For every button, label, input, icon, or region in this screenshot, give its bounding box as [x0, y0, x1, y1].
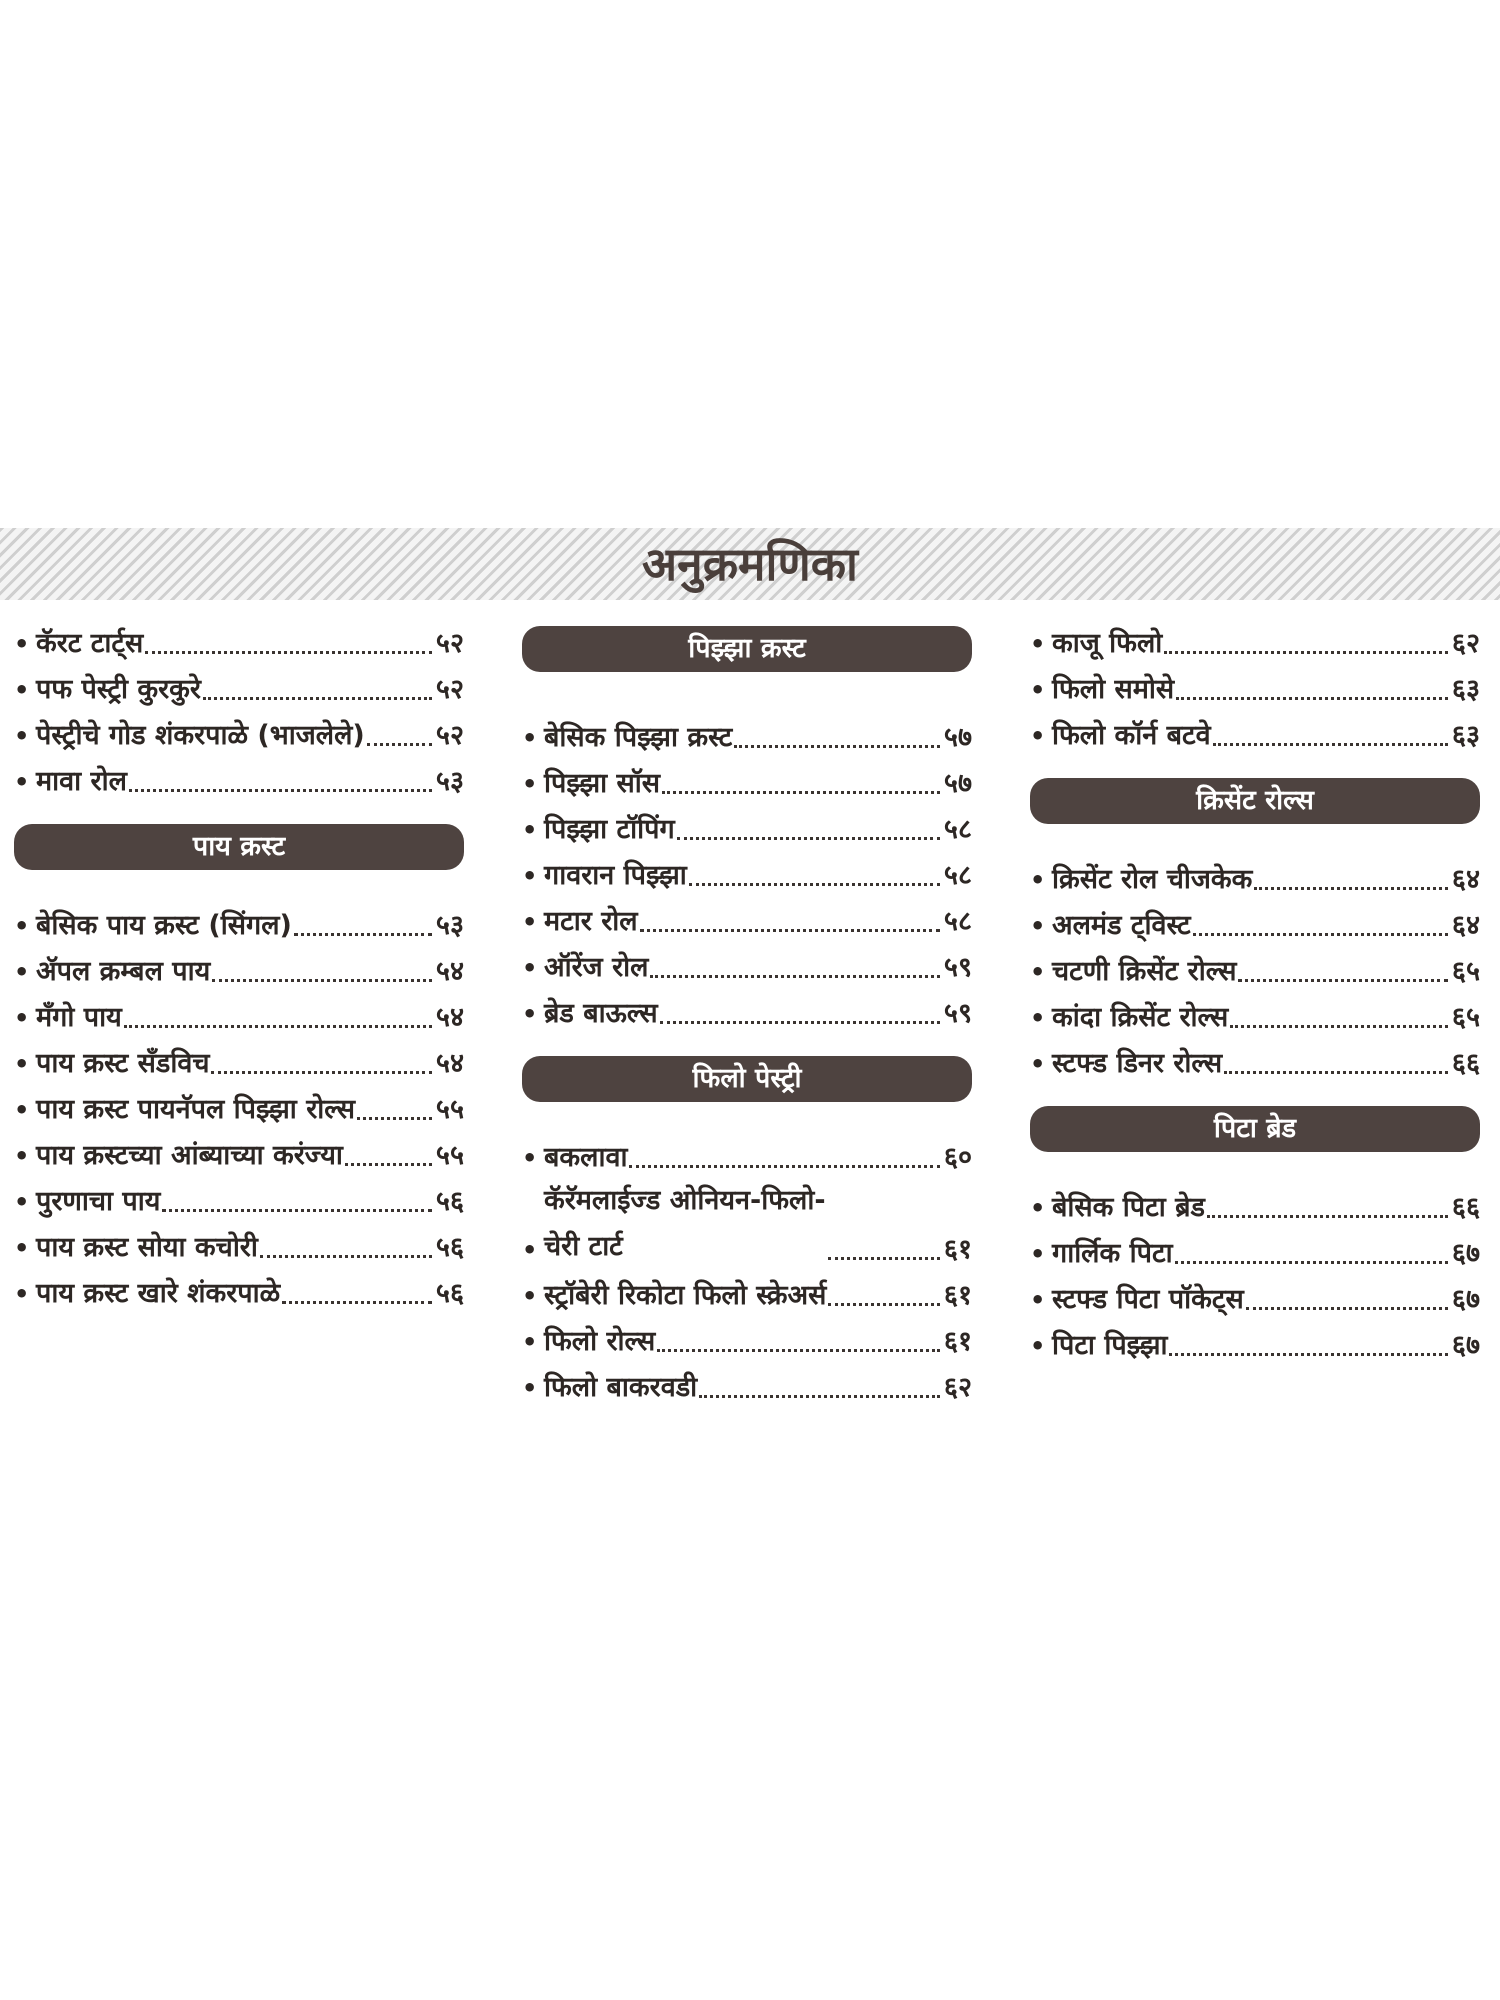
entry-title: फिलो समोसे: [1052, 674, 1175, 705]
index-entry: [1030, 710, 1480, 756]
section-heading: फिलो पेस्ट्री: [522, 1056, 972, 1102]
dot-leader: [1246, 1307, 1448, 1310]
index-entry: [522, 1316, 972, 1362]
bullet-icon: •: [14, 722, 30, 750]
dot-leader: [1193, 933, 1448, 936]
entry-title: काजू फिलो: [1052, 628, 1163, 659]
bullet-icon: •: [14, 1142, 30, 1170]
dot-leader: [1238, 979, 1448, 982]
entry-title: गावरान पिझ्झा: [544, 860, 687, 891]
page-number: ६५: [1451, 956, 1480, 987]
entry-title-line-1: कॅरॅमलाईज्ड ओनियन-फिलो-: [544, 1185, 826, 1216]
bullet-icon: •: [14, 1188, 30, 1216]
entry-title: कॅरट टार्ट्स: [36, 628, 144, 659]
page-number: ५७: [943, 722, 972, 753]
bullet-icon: •: [14, 1096, 30, 1124]
entry-title: मावा रोल: [36, 766, 127, 797]
dot-leader: [1230, 1025, 1448, 1028]
index-entry: [14, 1222, 464, 1268]
dot-leader: [1176, 697, 1448, 700]
dot-leader: [1169, 1353, 1448, 1356]
bullet-icon: •: [1030, 722, 1046, 750]
entry-title: फिलो बाकरवडी: [544, 1372, 698, 1403]
page-number: ५६: [435, 1278, 464, 1309]
entry-title: स्टफ्ड डिनर रोल्स: [1052, 1048, 1223, 1079]
bullet-icon: •: [14, 1050, 30, 1078]
dot-leader: [640, 929, 940, 932]
index-entry: [522, 896, 972, 942]
bullet-icon: •: [1030, 866, 1046, 894]
dot-leader: [1207, 1215, 1448, 1218]
page-number: ५२: [435, 720, 464, 751]
bullet-icon: •: [522, 1374, 538, 1402]
dot-leader: [212, 979, 432, 982]
page-number: ६६: [1451, 1048, 1480, 1079]
dot-leader: [677, 837, 940, 840]
index-entry: [522, 942, 972, 988]
index-entry: [522, 758, 972, 804]
index-entry: [14, 664, 464, 710]
index-entry: [14, 992, 464, 1038]
index-entry: [1030, 1228, 1480, 1274]
entry-title: अलमंड ट्विस्ट: [1052, 910, 1191, 941]
page-number: ६४: [1451, 864, 1480, 895]
dot-leader: [1213, 743, 1448, 746]
index-entry: [14, 1176, 464, 1222]
bullet-icon: •: [14, 676, 30, 704]
dot-leader: [699, 1395, 940, 1398]
index-entry: [1030, 618, 1480, 664]
dot-leader: [689, 883, 940, 886]
bullet-icon: •: [14, 1280, 30, 1308]
index-entry: [1030, 1274, 1480, 1320]
index-entry: [1030, 900, 1480, 946]
entry-title: गार्लिक पिटा: [1052, 1238, 1173, 1269]
entry-title: बेसिक पाय क्रस्ट (सिंगल): [36, 910, 292, 941]
page-number: ५३: [435, 910, 464, 941]
index-entry: [1030, 1182, 1480, 1228]
page-number: ५५: [435, 1140, 464, 1171]
entry-title: पेस्ट्रीचे गोड शंकरपाळे (भाजलेले): [36, 720, 365, 751]
index-entry: [522, 850, 972, 896]
entry-title: [544, 1178, 826, 1270]
index-entry: [522, 804, 972, 850]
bullet-icon: •: [1030, 1194, 1046, 1222]
dot-leader: [662, 791, 940, 794]
page-number: ६०: [943, 1142, 972, 1173]
entry-title: ब्रेड बाऊल्स: [544, 998, 658, 1029]
entry-title: कांदा क्रिसेंट रोल्स: [1052, 1002, 1229, 1033]
entry-title: ॲपल क्रम्बल पाय: [36, 956, 211, 987]
page-number: ६१: [943, 1280, 972, 1311]
page-number: ५२: [435, 674, 464, 705]
index-column-2: [522, 618, 972, 1408]
index-column-3: [1030, 618, 1480, 1366]
bullet-icon: •: [1030, 958, 1046, 986]
entry-title: चटणी क्रिसेंट रोल्स: [1052, 956, 1237, 987]
dot-leader: [828, 1257, 940, 1260]
entry-title: स्टफ्ड पिटा पॉकेट्स: [1052, 1284, 1244, 1315]
index-entry: [14, 946, 464, 992]
index-entry: [1030, 854, 1480, 900]
section-heading: पिटा ब्रेड: [1030, 1106, 1480, 1152]
index-column-1: [14, 618, 464, 1314]
page-number: ५४: [435, 1048, 464, 1079]
entry-title: पुरणाचा पाय: [36, 1186, 161, 1217]
bullet-icon: •: [14, 768, 30, 796]
page-number: ५३: [435, 766, 464, 797]
bullet-icon: •: [522, 954, 538, 982]
index-entry: [522, 1132, 972, 1178]
page-number: ५८: [943, 906, 972, 937]
dot-leader: [650, 975, 940, 978]
page-number: ५४: [435, 1002, 464, 1033]
bullet-icon: •: [522, 1000, 538, 1028]
page-number: ५९: [943, 998, 972, 1029]
dot-leader: [734, 745, 940, 748]
bullet-icon: •: [1030, 630, 1046, 658]
page-number: ६७: [1451, 1284, 1480, 1315]
bullet-icon: •: [1030, 1004, 1046, 1032]
index-entry: [1030, 1320, 1480, 1366]
bullet-icon: •: [1030, 1332, 1046, 1360]
dot-leader: [657, 1349, 940, 1352]
bullet-icon: •: [14, 958, 30, 986]
index-entry: [14, 756, 464, 802]
section-heading: क्रिसेंट रोल्स: [1030, 778, 1480, 824]
section-heading: पाय क्रस्ट: [14, 824, 464, 870]
page-number: ५८: [943, 860, 972, 891]
section-heading: पिझ्झा क्रस्ट: [522, 626, 972, 672]
dot-leader: [357, 1117, 432, 1120]
entry-title-line-2: चेरी टार्ट: [544, 1231, 623, 1262]
index-entry: [1030, 946, 1480, 992]
index-entry: [1030, 1038, 1480, 1084]
page-number: ५२: [435, 628, 464, 659]
entry-title: मटार रोल: [544, 906, 638, 937]
dot-leader: [1175, 1261, 1448, 1264]
dot-leader: [260, 1255, 432, 1258]
entry-title: पिझ्झा सॉस: [544, 768, 661, 799]
entry-title: मँगो पाय: [36, 1002, 122, 1033]
bullet-icon: •: [1030, 676, 1046, 704]
dot-leader: [145, 651, 432, 654]
bullet-icon: •: [1030, 912, 1046, 940]
bullet-icon: •: [14, 912, 30, 940]
page-number: ६१: [943, 1326, 972, 1357]
dot-leader: [629, 1165, 940, 1168]
dot-leader: [660, 1021, 940, 1024]
entry-title: पाय क्रस्ट सँडविच: [36, 1048, 210, 1079]
index-entry: [522, 1270, 972, 1316]
index-entry: [1030, 992, 1480, 1038]
dot-leader: [282, 1301, 432, 1304]
dot-leader: [162, 1209, 432, 1212]
dot-leader: [367, 743, 432, 746]
bullet-icon: •: [14, 1234, 30, 1262]
page-number: ६७: [1451, 1238, 1480, 1269]
dot-leader: [129, 789, 432, 792]
bullet-icon: •: [1030, 1240, 1046, 1268]
bullet-icon: •: [1030, 1286, 1046, 1314]
index-entry: [522, 1362, 972, 1408]
page-number: ६१: [943, 1234, 972, 1265]
dot-leader: [828, 1303, 940, 1306]
bullet-icon: •: [14, 630, 30, 658]
page-title: अनुक्रमणिका: [642, 537, 858, 591]
bullet-icon: •: [522, 908, 538, 936]
bullet-icon: •: [1030, 1050, 1046, 1078]
dot-leader: [345, 1163, 432, 1166]
dot-leader: [1224, 1071, 1448, 1074]
dot-leader: [124, 1025, 432, 1028]
entry-title: फिलो कॉर्न बटवे: [1052, 720, 1211, 751]
page-number: ६२: [1451, 628, 1480, 659]
index-entry: [14, 710, 464, 756]
entry-title: बकलावा: [544, 1142, 628, 1173]
entry-title: पाय क्रस्ट सोया कचोरी: [36, 1232, 258, 1263]
bullet-icon: •: [522, 816, 538, 844]
page-number: ५९: [943, 952, 972, 983]
entry-title: ऑरेंज रोल: [544, 952, 649, 983]
entry-title: पाय क्रस्टच्या आंब्याच्या करंज्या: [36, 1140, 343, 1171]
entry-title: बेसिक पिटा ब्रेड: [1052, 1192, 1205, 1223]
index-entry: [14, 900, 464, 946]
index-entry: [14, 1268, 464, 1314]
page-number: ५६: [435, 1186, 464, 1217]
dot-leader: [1164, 651, 1448, 654]
index-entry: [522, 988, 972, 1034]
index-entry: [522, 712, 972, 758]
bullet-icon: •: [522, 1282, 538, 1310]
page-number: ५४: [435, 956, 464, 987]
bullet-icon: •: [522, 1144, 538, 1172]
bullet-icon: •: [522, 724, 538, 752]
page-number: ५७: [943, 768, 972, 799]
entry-title: पफ पेस्ट्री कुरकुरे: [36, 674, 201, 705]
index-entry: [1030, 664, 1480, 710]
dot-leader: [211, 1071, 432, 1074]
bullet-icon: •: [522, 770, 538, 798]
entry-title: स्ट्रॉबेरी रिकोटा फिलो स्क्रेअर्स: [544, 1280, 827, 1311]
index-entry: [14, 1084, 464, 1130]
page-number: ६४: [1451, 910, 1480, 941]
dot-leader: [203, 697, 432, 700]
entry-title: क्रिसेंट रोल चीजकेक: [1052, 864, 1253, 895]
page-number: ६६: [1451, 1192, 1480, 1223]
bullet-icon: •: [522, 1328, 538, 1356]
bullet-icon: •: [14, 1004, 30, 1032]
page-number: ५५: [435, 1094, 464, 1125]
dot-leader: [1254, 887, 1448, 890]
entry-title: बेसिक पिझ्झा क्रस्ट: [544, 722, 733, 753]
index-entry: [14, 1130, 464, 1176]
page-number: ६३: [1451, 674, 1480, 705]
index-entry: [14, 1038, 464, 1084]
page-number: ६३: [1451, 720, 1480, 751]
page-number: ६२: [943, 1372, 972, 1403]
bullet-icon: •: [522, 1236, 538, 1264]
index-entry: [14, 618, 464, 664]
index-entry: [522, 1178, 972, 1270]
entry-title: पाय क्रस्ट पायनॅपल पिझ्झा रोल्स: [36, 1094, 355, 1125]
entry-title: पिझ्झा टॉपिंग: [544, 814, 675, 845]
entry-title: पिटा पिझ्झा: [1052, 1330, 1168, 1361]
entry-title: फिलो रोल्स: [544, 1326, 656, 1357]
page-number: ६७: [1451, 1330, 1480, 1361]
bullet-icon: •: [522, 862, 538, 890]
page-number: ५६: [435, 1232, 464, 1263]
page-number: ५८: [943, 814, 972, 845]
page-number: ६५: [1451, 1002, 1480, 1033]
dot-leader: [294, 933, 432, 936]
entry-title: पाय क्रस्ट खारे शंकरपाळे: [36, 1278, 281, 1309]
